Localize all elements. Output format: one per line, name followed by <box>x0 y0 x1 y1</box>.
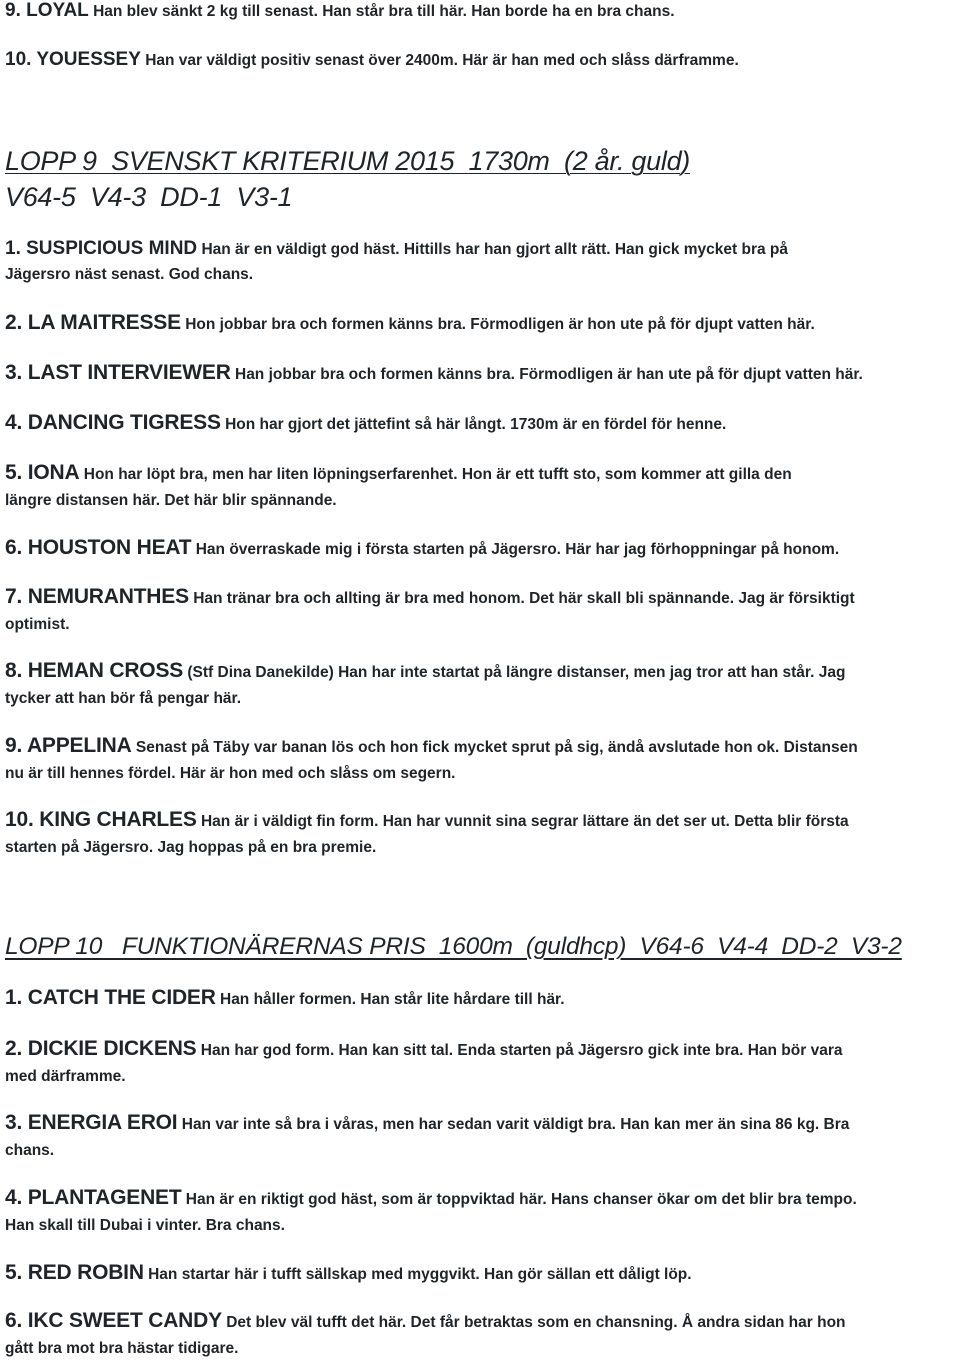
horse-comment-continued: med därframme. <box>5 1068 126 1085</box>
horse-name: 1. SUSPICIOUS MIND <box>5 238 198 259</box>
entry-race10-2 <box>5 1036 953 1090</box>
horse-name: 10. YOUESSEY <box>5 49 141 70</box>
horse-name: 4. PLANTAGENET <box>5 1186 182 1209</box>
entry-race9-8 <box>5 658 953 712</box>
horse-comment-continued: Han skall till Dubai i vinter. Bra chans. <box>5 1217 285 1234</box>
race-10-title: LOPP 10 FUNKTIONÄRERNAS PRIS 1600m (guldhcp) V64-6 V4-4 DD-2 V3-2 <box>5 933 902 960</box>
horse-comment: Han tränar bra och allting är bra med honom. Det här skall bli spännande. Jag är försiktigt <box>188 590 855 607</box>
horse-name: 5. RED ROBIN <box>5 1261 144 1284</box>
horse-comment: Han har god form. Han kan sitt tal. Enda starten på Jägersro gick inte bra. Han bör vara <box>196 1042 843 1059</box>
race-9-bet-types: V64-5 V4-3 DD-1 V3-1 <box>5 182 293 212</box>
horse-comment: Han startar här i tufft sällskap med myggvikt. Han gör sällan ett dåligt löp. <box>143 1266 692 1283</box>
race-10-heading <box>5 932 953 962</box>
horse-name: 5. IONA <box>5 461 80 484</box>
horse-comment-continued: chans. <box>5 1142 55 1159</box>
horse-comment: Han är en väldigt god häst. Hittills har han gjort allt rätt. Han gick mycket bra på <box>197 241 789 258</box>
horse-comment: Hon har gjort det jättefint så här långt. 1730m är en fördel för henne. <box>220 416 727 433</box>
horse-comment: Han var väldigt positiv senast över 2400m. Här är han med och slåss därframme. <box>140 52 739 69</box>
horse-name: 9. LOYAL <box>5 0 89 21</box>
horse-comment-continued: starten på Jägersro. Jag hoppas på en bra premie. <box>5 839 377 856</box>
horse-comment: Han håller formen. Han står lite hårdare till här. <box>215 991 565 1008</box>
horse-name: 4. DANCING TIGRESS <box>5 411 221 434</box>
entry-race9-3 <box>5 360 953 388</box>
horse-comment-continued: gått bra mot bra hästar tidigare. <box>5 1340 239 1357</box>
horse-comment: Han överraskade mig i första starten på Jägersro. Här har jag förhoppningar på honom. <box>191 541 840 558</box>
horse-comment: Senast på Täby var banan lös och hon fick mycket sprut på sig, ändå avslutade hon ok. Distansen <box>131 739 858 756</box>
horse-comment-continued: optimist. <box>5 616 70 633</box>
horse-comment: Han är en riktigt god häst, som är toppviktad här. Hans chanser ökar om det blir bra tempo. <box>181 1191 857 1208</box>
horse-name: 3. LAST INTERVIEWER <box>5 361 231 384</box>
horse-comment: Han är i väldigt fin form. Han har vunnit sina segrar lättare än det ser ut. Detta blir första <box>196 813 849 830</box>
horse-name: 10. KING CHARLES <box>5 808 197 831</box>
horse-name: 1. CATCH THE CIDER <box>5 986 216 1009</box>
horse-name: 6. HOUSTON HEAT <box>5 536 192 559</box>
horse-comment-continued: Jägersro näst senast. God chans. <box>5 266 254 283</box>
entry-race9-9 <box>5 733 953 787</box>
horse-comment: Han blev sänkt 2 kg till senast. Han står bra till här. Han borde ha en bra chans. <box>88 3 675 20</box>
horse-name: 3. ENERGIA EROI <box>5 1111 178 1134</box>
entry-race10-3 <box>5 1110 953 1164</box>
horse-comment-continued: nu är till hennes fördel. Här är hon med och slåss om segern. <box>5 765 456 782</box>
horse-comment: (Stf Dina Danekilde) Han har inte startat på längre distanser, men jag tror att han står. Jag <box>183 664 846 681</box>
horse-comment-continued: tycker att han bör få pengar här. <box>5 690 242 707</box>
horse-comment: Han jobbar bra och formen känns bra. Förmodligen är han ute på för djupt vatten här. <box>230 366 863 383</box>
entry-youessey <box>5 47 953 73</box>
entry-race10-5 <box>5 1260 953 1288</box>
entry-race9-7 <box>5 584 953 638</box>
entry-race9-4 <box>5 410 953 438</box>
entry-race9-10 <box>5 807 953 861</box>
horse-name: 2. DICKIE DICKENS <box>5 1037 197 1060</box>
entry-race9-5 <box>5 460 953 514</box>
race-9-heading <box>5 143 953 215</box>
horse-name: 9. APPELINA <box>5 734 132 757</box>
horse-name: 6. IKC SWEET CANDY <box>5 1309 222 1332</box>
entry-race10-4 <box>5 1185 953 1239</box>
horse-name: 7. NEMURANTHES <box>5 585 189 608</box>
entry-race9-2 <box>5 310 953 338</box>
horse-comment: Det blev väl tufft det här. Det får betraktas som en chansning. Å andra sidan har hon <box>221 1314 846 1331</box>
entry-race9-6 <box>5 535 953 563</box>
horse-name: 2. LA MAITRESSE <box>5 311 181 334</box>
horse-comment: Han var inte så bra i våras, men har sedan varit väldigt bra. Han kan mer än sina 86 kg. Bra <box>177 1116 850 1133</box>
race-9-title: LOPP 9 SVENSKT KRITERIUM 2015 1730m (2 år. guld) <box>5 146 690 176</box>
horse-name: 8. HEMAN CROSS <box>5 659 184 682</box>
horse-comment: Hon har löpt bra, men har liten löpningserfarenhet. Hon är ett tufft sto, som kommer att gilla den <box>79 466 792 483</box>
entry-race9-1 <box>5 236 953 287</box>
horse-comment-continued: längre distansen här. Det här blir spännande. <box>5 492 337 509</box>
entry-loyal <box>5 0 953 24</box>
horse-comment: Hon jobbar bra och formen känns bra. Förmodligen är hon ute på för djupt vatten här. <box>180 316 815 333</box>
entry-race10-1 <box>5 985 953 1013</box>
entry-race10-6 <box>5 1308 953 1362</box>
